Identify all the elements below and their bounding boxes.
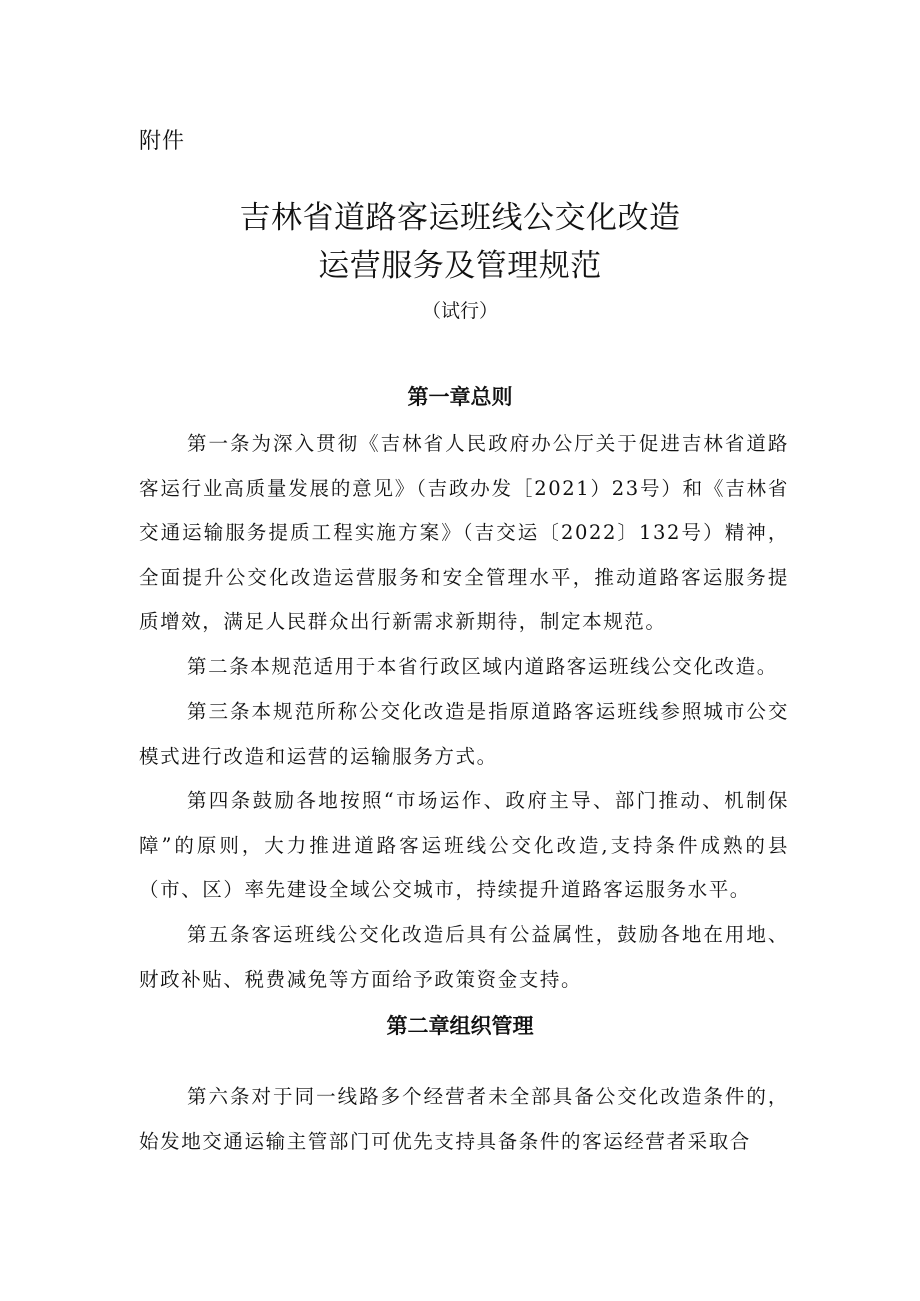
- article-4: 第四条鼓励各地按照“市场运作、政府主导、部门推动、机制保障”的原则，大力推进道路客运班线公交化改造,支持条件成熟的县（市、区）率先建设全域公交城市，持续提升道路客运服务水平。: [139, 789, 789, 901]
- document-subtitle: （试行）: [421, 300, 498, 322]
- article-2: 第二条本规范适用于本省行政区域内道路客运班线公交化改造。: [187, 655, 778, 678]
- article-3: 第三条本规范所称公交化改造是指原道路客运班线参照城市公交模式进行改造和运营的运输服务方式。: [139, 700, 789, 768]
- article-5: 第五条客运班线公交化改造后具有公益属性，鼓励各地在用地、财政补贴、税费减免等方面给予政策资金支持。: [139, 923, 789, 991]
- chapter-heading-1: 第一章总则: [407, 385, 513, 409]
- article-6: 第六条对于同一线路多个经营者未全部具备公交化改造条件的，始发地交通运输主管部门可优先支持具备条件的客运经营者采取合: [139, 1085, 789, 1153]
- chapter-heading-2: 第二章组织管理: [386, 1014, 534, 1038]
- document-title-line-1: 吉林省道路客运班线公交化改造: [239, 200, 681, 236]
- article-1: 第一条为深入贯彻《吉林省人民政府办公厅关于促进吉林省道路客运行业高质量发展的意见》（吉政办发［2021）23号）和《吉林省交通运输服务提质工程实施方案》（吉交运〔2022〕132号）精神，全面提升公交化改造运营服务和安全管理水平，推动道路客运服务提质增效，满足人民群众出行新需求新期待，制定本规范。: [139, 432, 789, 633]
- attachment-label: 附件: [139, 129, 186, 154]
- document-title-line-2: 运营服务及管理规范: [318, 248, 602, 284]
